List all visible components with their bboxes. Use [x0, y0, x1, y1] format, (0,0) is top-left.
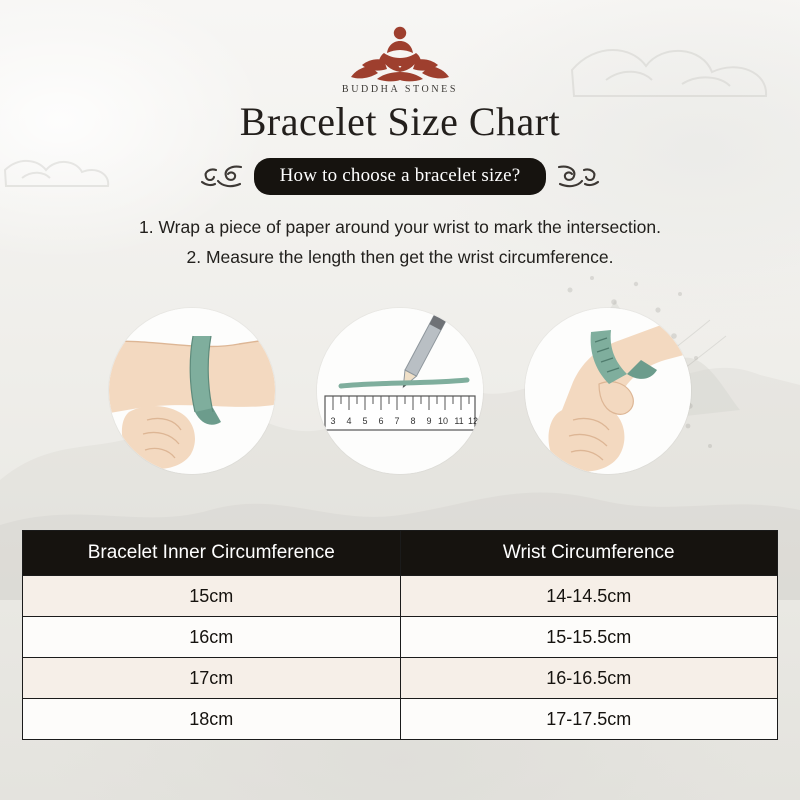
subtitle-badge: How to choose a bracelet size? — [254, 158, 547, 195]
lotus-buddha-logo-icon — [340, 20, 460, 82]
page-title: Bracelet Size Chart — [239, 99, 561, 144]
instruction-step-2: 2. Measure the length then get the wrist circumference. — [186, 247, 614, 267]
ornament-flourish-left-icon — [198, 162, 244, 192]
svg-text:11: 11 — [454, 416, 464, 426]
svg-text:9: 9 — [426, 416, 432, 426]
wrap-paper-around-wrist-illustration — [109, 308, 275, 474]
cell-wrist-circumference: 15-15.5cm — [400, 617, 778, 658]
table-row — [23, 658, 778, 699]
cell-wrist-circumference: 16-16.5cm — [400, 658, 778, 699]
svg-text:7: 7 — [394, 416, 400, 426]
instruction-step-1: 1. Wrap a piece of paper around your wrist to mark the intersection. — [138, 217, 662, 237]
cell-inner-circumference: 16cm — [23, 617, 401, 658]
read-measurement-illustration — [525, 308, 691, 474]
cell-inner-circumference: 17cm — [23, 658, 401, 699]
table-header-wrist-circumference: Wrist Circumference — [400, 531, 778, 576]
svg-text:6: 6 — [378, 416, 384, 426]
cell-inner-circumference: 15cm — [23, 576, 401, 617]
table-row — [23, 576, 778, 617]
table-header-row — [23, 531, 778, 576]
svg-text:12: 12 — [467, 416, 479, 426]
table-header-inner-circumference: Bracelet Inner Circumference — [23, 531, 401, 576]
table-row — [23, 699, 778, 740]
svg-text:10: 10 — [437, 416, 449, 426]
subtitle-row — [0, 158, 800, 195]
illustration-row — [0, 308, 800, 474]
svg-text:5: 5 — [362, 416, 368, 426]
svg-text:8: 8 — [410, 416, 416, 426]
measure-with-ruler-illustration — [317, 308, 483, 474]
ornament-flourish-right-icon — [556, 162, 602, 192]
svg-text:3: 3 — [330, 416, 336, 426]
cell-wrist-circumference: 17-17.5cm — [400, 699, 778, 740]
cell-wrist-circumference: 14-14.5cm — [400, 576, 778, 617]
svg-text:4: 4 — [346, 416, 352, 426]
size-table — [22, 530, 778, 740]
table-row — [23, 617, 778, 658]
brand-name: BUDDHA STONES — [341, 84, 459, 95]
cell-inner-circumference: 18cm — [23, 699, 401, 740]
brand-logo — [0, 20, 800, 95]
instructions — [0, 212, 800, 272]
